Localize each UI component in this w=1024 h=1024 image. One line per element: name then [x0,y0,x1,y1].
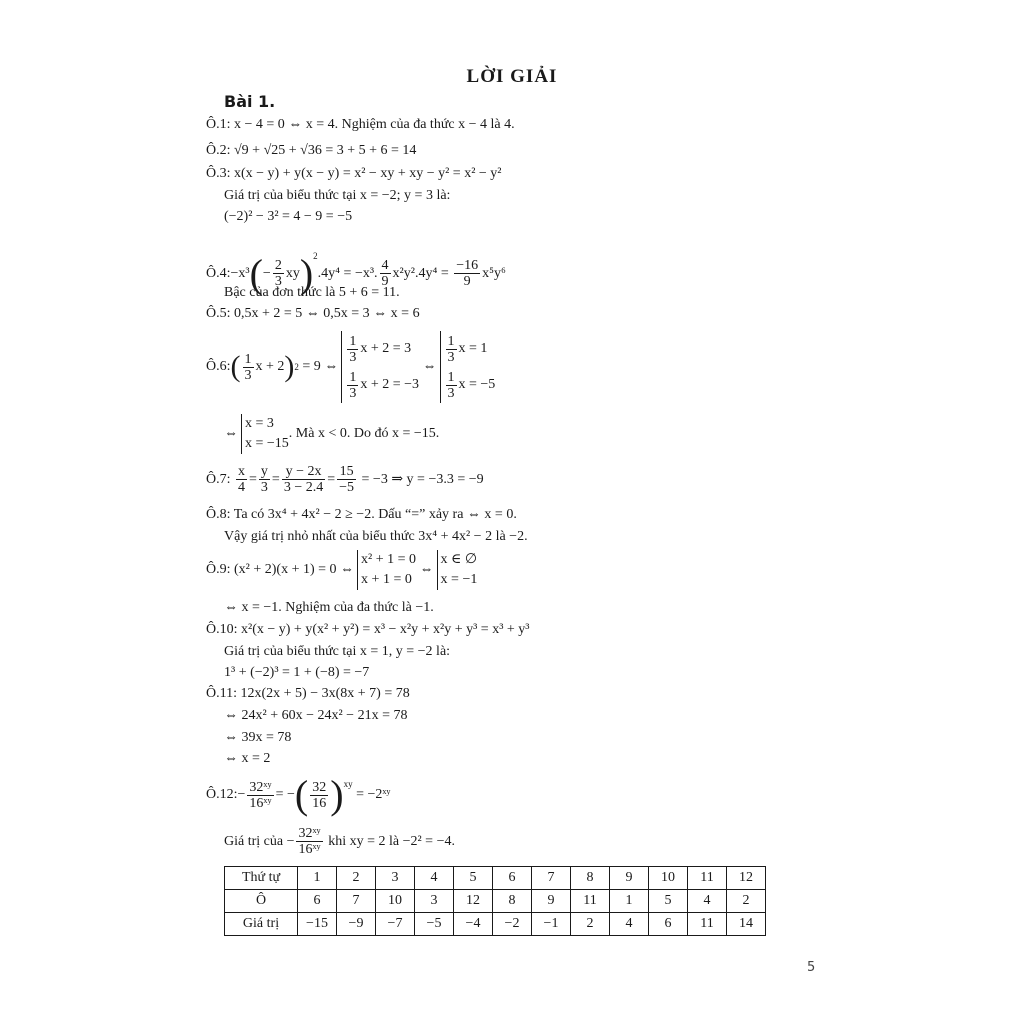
answer-o5: Ô.5: 0,5x + 2 = 5 ⇔ 0,5x = 3 ⇔ x = 6 [206,306,420,321]
table-cell: 1 [610,890,649,913]
o6-system-1 [341,331,419,403]
o7-frac [259,464,270,495]
o4-inner-txt: xy [285,266,300,281]
numerator: 1 [349,369,357,385]
frac [347,334,358,365]
table-cell: −2 [493,913,532,936]
o4-tail: x⁵y⁶ [482,266,506,281]
system-row: x = 3 [245,416,274,431]
numerator: 1 [244,351,252,367]
system-row [345,367,419,403]
o6-system-3 [241,414,289,454]
table-cell: 3 [376,867,415,890]
system-row: x = −15 [245,436,289,451]
denominator: 3 [274,274,282,290]
o12-tail: = −2ˣʸ [356,787,391,802]
denominator: 3 [447,385,455,401]
equals: = [327,471,336,487]
o7-frac [282,464,325,495]
row-text: x + 2 = 3 [360,341,412,356]
table-row [225,867,766,890]
row-header: Thứ tự [225,867,298,890]
o12b-lead: Giá trị của − [224,833,295,849]
denominator: 3 [244,367,252,383]
table-cell: 4 [415,867,454,890]
denominator: 9 [381,274,389,290]
o4-mid: = −x³. [343,266,378,281]
denominator: 4 [238,480,245,495]
table-cell: 9 [610,867,649,890]
numerator: 15 [337,464,356,480]
table-cell: 5 [454,867,493,890]
table-cell: 8 [571,867,610,890]
denominator: −5 [339,480,355,495]
denominator: 16ˣʸ [249,795,272,811]
table-cell: 2 [727,890,766,913]
denominator: 3 [447,349,455,365]
denominator: 16ˣʸ [298,842,321,857]
o4-frac2 [454,258,480,289]
o12b-tail: khi xy = 2 là −2² = −4. [328,833,455,849]
table-cell: 6 [298,890,337,913]
table-cell: 10 [376,890,415,913]
numerator: x [238,464,245,479]
table-row [225,890,766,913]
paren-close: ) [284,350,295,383]
o12-mid: = − [275,787,295,802]
paren-open: ( [230,350,241,383]
o12-inner-frac [310,780,328,811]
answer-o9 [206,550,477,590]
answer-o11: Ô.11: 12x(2x + 5) − 3x(8x + 7) = 78 [206,686,410,701]
answer-o10-result: 1³ + (−2)³ = 1 + (−8) = −7 [224,665,370,680]
o6-eq: = 9 ⇔ [302,359,339,374]
arrow: ⇔ [224,426,238,441]
table-cell: −1 [532,913,571,936]
o12-exponent: xy [343,779,353,789]
section-heading: Bài 1. [224,92,276,111]
arrow: ⇔ [422,359,437,374]
table-cell: 5 [649,890,688,913]
numerator: y − 2x [282,464,325,480]
answer-o4-degree: Bậc của đơn thức là 5 + 6 = 11. [224,285,400,300]
answer-table [224,866,766,936]
answer-o6-result [224,414,439,454]
paren-close: ) [330,772,344,817]
o6-system-2 [440,331,496,403]
o6-frac [243,352,254,383]
o12b-frac [296,826,322,857]
o7-lead: Ô.7: [206,471,231,487]
row-header: Giá trị [225,913,298,936]
table-cell: 9 [532,890,571,913]
system-row: x + 1 = 0 [361,572,412,587]
frac [446,334,457,365]
denominator: 3 [260,480,268,495]
answer-o11-step3: ⇔ x = 2 [224,751,271,766]
answer-o11-step2: ⇔ 39x = 78 [224,730,292,745]
paren-open: ( [249,250,263,296]
table-cell: 14 [727,913,766,936]
table-cell: 1 [298,867,337,890]
answer-o7 [206,464,484,495]
system-row [444,367,496,403]
answer-o8: Ô.8: Ta có 3x⁴ + 4x² − 2 ≥ −2. Dấu “=” xảy ra ⇔ x = 0. [206,507,517,522]
o4-lead: Ô.4:−x³ [206,266,250,281]
denominator: 9 [463,274,471,290]
table-cell: 11 [688,867,727,890]
table-cell: 6 [649,913,688,936]
system-row: x² + 1 = 0 [361,552,417,567]
table-cell: 7 [532,867,571,890]
o9-system-1 [357,550,416,590]
paren-close: ) [299,250,314,296]
table-cell: 4 [610,913,649,936]
o9-lead: Ô.9: (x² + 2)(x + 1) = 0 ⇔ [206,562,355,577]
o6-lead: Ô.6: [206,359,231,374]
table-cell: −15 [298,913,337,936]
answer-o10-text: Giá trị của biểu thức tại x = 1, y = −2 là: [224,644,451,659]
o9-system-2 [437,550,478,590]
numerator: 1 [447,369,455,385]
o7-frac [337,464,356,495]
answer-o3-text: Giá trị của biểu thức tại x = −2; y = 3 là: [224,188,451,203]
table-cell: 3 [415,890,454,913]
page-number: 5 [807,960,816,975]
o12-lead: Ô.12:− [206,787,246,802]
numerator: 32 [312,779,327,795]
answer-o12 [206,772,391,817]
row-text: x = −5 [458,377,496,392]
o4-mid2: x²y².4y⁴ = [392,266,449,281]
table-cell: −9 [337,913,376,936]
denominator: 3 [349,349,357,365]
o6-tail: . Mà x < 0. Do đó x = −15. [288,426,440,441]
answer-o12-value [224,826,455,857]
table-cell: 12 [454,890,493,913]
table-cell: 8 [493,890,532,913]
frac [446,370,457,401]
system-row: x = −1 [440,572,478,587]
answer-o6: Ô.6: ( $\frac{1}{3}$ x + 2 ) 2 = 9 ⇔ $\frac{1}{3}$ x + 2 = 3 $\frac{1}{3}$ x + 2 = −3 ⇔ $\frac{1}{3}$ x = 1 $\frac{1}{3}$ x = −5 [206,328,495,406]
numerator: 4 [381,258,389,274]
frac [347,370,358,401]
table-cell: 6 [493,867,532,890]
numerator: −16 [456,258,479,274]
denominator: 3 [349,385,357,401]
equals: = [249,471,257,487]
table-cell: 4 [688,890,727,913]
answer-o9-root: ⇔ x = −1. Nghiệm của đa thức là −1. [224,600,434,615]
answer-o10: Ô.10: x²(x − y) + y(x² + y²) = x³ − x²y + x²y + y³ = x³ + y³ [206,622,530,637]
row-text: x = 1 [458,341,488,356]
numerator: y [260,464,268,479]
o4-after: .4y⁴ [317,266,341,281]
o6-inner: x + 2 [255,359,285,374]
o7-frac [236,464,247,495]
denominator: 3 − 2.4 [283,480,324,495]
o4-inner-lead: − [262,266,271,281]
arrow: ⇔ [419,562,434,577]
table-cell: −4 [454,913,493,936]
page-title: LỜI GIẢI [466,66,558,87]
o12-frac [247,780,273,811]
paren-open: ( [294,772,309,817]
equals: = [271,471,280,487]
denominator: 16 [312,795,327,811]
numerator: 1 [447,333,455,349]
answer-o1: Ô.1: x − 4 = 0 ⇔ x = 4. Nghiệm của đa thức x − 4 là 4. [206,117,515,132]
table-cell: −5 [415,913,454,936]
table-cell: 11 [571,890,610,913]
numerator: 2 [274,258,282,274]
answer-o8-min: Vậy giá trị nhỏ nhất của biểu thức 3x⁴ + 4x² − 2 là −2. [224,529,528,544]
row-header: Ô [225,890,298,913]
table-row [225,913,766,936]
answer-o3-result: (−2)² − 3² = 4 − 9 = −5 [224,209,353,224]
answer-o3: Ô.3: x(x − y) + y(x − y) = x² − xy + xy − y² = x² − y² [206,166,502,181]
system-row: x ∈ ∅ [440,552,478,567]
row-text: x + 2 = −3 [360,377,419,392]
answer-o4: Ô.4:−x³(− $\frac{2}{3}$ xy)$^2$.4y⁴ = −x³. $\frac{4}{9}$ x²y².4y⁴ = $\frac{-16}{9}$ x⁵y⁶ [206,250,506,296]
numerator: 1 [349,333,357,349]
table-cell: 2 [337,867,376,890]
table-cell: −7 [376,913,415,936]
numerator: 32ˣʸ [298,826,321,841]
answer-o2: Ô.2: √9 + √25 + √36 = 3 + 5 + 6 = 14 [206,143,417,158]
table-cell: 2 [571,913,610,936]
table-cell: 11 [688,913,727,936]
o7-tail: = −3 ⇒ y = −3.3 = −9 [361,471,484,487]
system-row [444,331,496,367]
numerator: 32ˣʸ [249,779,272,795]
answer-o11-step1: ⇔ 24x² + 60x − 24x² − 21x = 78 [224,708,408,723]
table-cell: 7 [337,890,376,913]
system-row [345,331,419,367]
table-cell: 10 [649,867,688,890]
table-cell: 12 [727,867,766,890]
